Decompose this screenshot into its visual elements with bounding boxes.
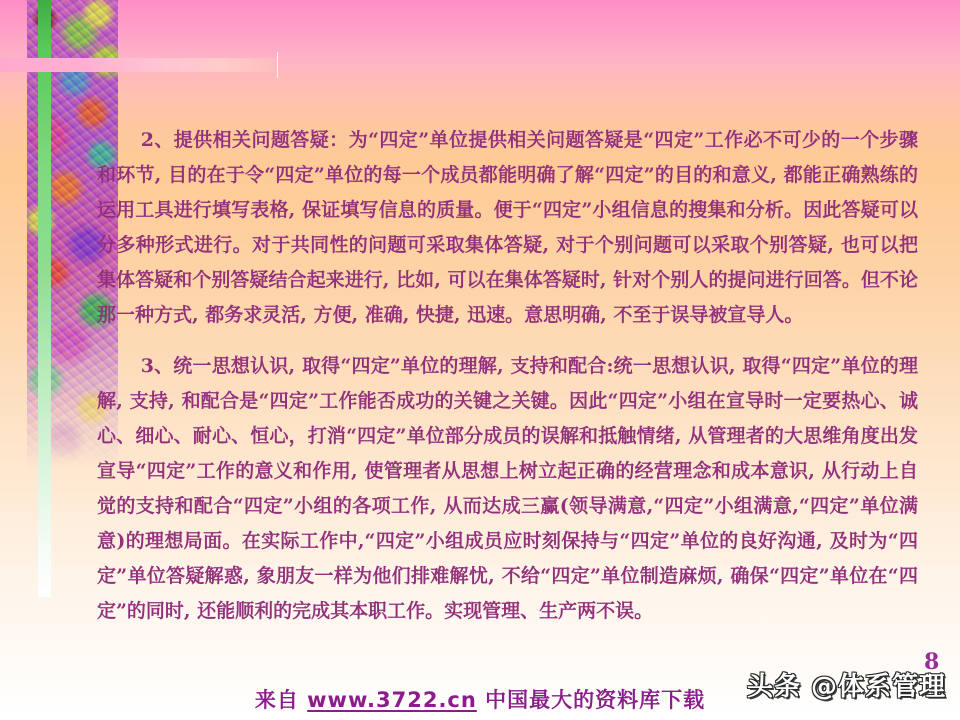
- watermark-toutiao-account: 头条 @体系管理: [746, 672, 946, 702]
- footer-prefix: 来自: [254, 688, 308, 712]
- paragraph-provide-answers: 2、提供相关问题答疑：为“四定”单位提供相关问题答疑是“四定”工作必不可少的一个步骤和环节, 目的在于令“四定”单位的每一个成员都能明确了解“四定”的目的和意义, 都能正确熟练的运用工具进行填写表格, 保证填写信息的质量。便于“四定”小组信息的搜集和分析。因此答疑可以分多种形式进行。对于共同性的问题可采取集体答疑, 对于个别问题可以采取个别答疑, 也可以把集体答疑和个别答疑结合起来进行, 比如, 可以在集体答疑时, 针对个别人的提问进行回答。但不论那一种方式, 都务求灵活, 方便, 准确, 快捷, 迅速。意思明确, 不至于误导被宣导人。: [97, 129, 918, 326]
- pink-band-decoration: [0, 58, 278, 72]
- footer-link-url[interactable]: www.3722.cn: [307, 688, 477, 712]
- footer-source-line: [0, 684, 960, 714]
- green-stripe-decoration: [38, 0, 51, 597]
- page-number: 8: [924, 649, 940, 675]
- pink-band-end-line: [277, 52, 278, 78]
- slide-body-text: [97, 123, 918, 645]
- paragraph-unify-thinking: 3、统一思想认识, 取得“四定”单位的理解, 支持和配合:统一思想认识, 取得“四定”单位的理解, 支持, 和配合是“四定”工作能否成功的关键之关键。因此“四定”小组在宣导时一定要热心、诚心、细心、耐心、恒心，打消“四定”单位部分成员的误解和抵触情绪, 从管理者的大思维角度出发宣导“四定”工作的意义和作用, 使管理者从思想上树立起正确的经营理念和成本意识, 从行动上自觉的支持和配合“四定”小组的各项工作, 从而达成三赢(领导满意,“四定”小组满意,“四定”单位满意)的理想局面。在实际工作中,“四定”小组成员应时刻保持与“四定”单位的良好沟通, 及时为“四定”单位答疑解惑, 象朋友一样为他们排难解忧, 不给“四定”单位制造麻烦, 确保“四定”单位在“四定”的同时, 还能顺利的完成其本职工作。实现管理、生产两不误。: [97, 355, 918, 622]
- footer-suffix: 中国最大的资料库下载: [476, 688, 706, 712]
